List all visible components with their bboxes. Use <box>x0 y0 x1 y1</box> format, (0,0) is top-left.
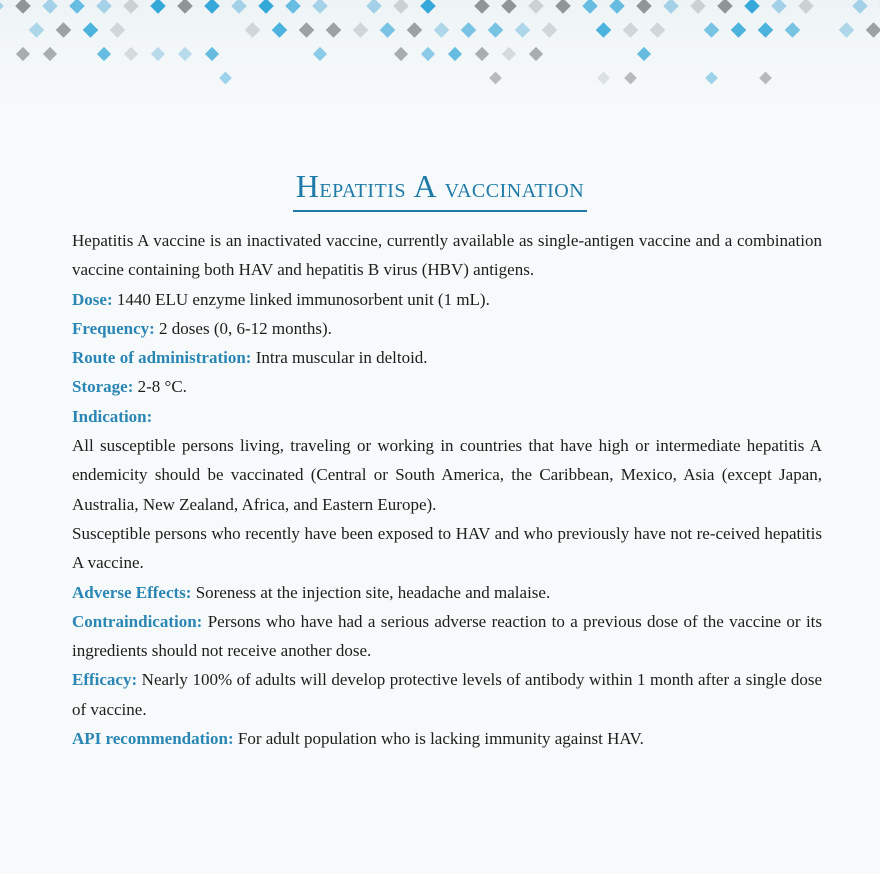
diamond-shape <box>758 22 774 38</box>
diamond-shape <box>489 72 502 85</box>
api-recommendation-text: For adult population who is lacking immunity against HAV. <box>237 729 644 749</box>
diamond-shape <box>0 0 4 14</box>
diamond-shape <box>97 47 111 61</box>
frequency-text: 2 doses (0, 6-12 months). <box>159 318 332 338</box>
route-text: Intra muscular in deltoid. <box>255 348 428 368</box>
diamond-shape <box>231 0 247 14</box>
diamond-shape <box>866 22 880 38</box>
diamond-shape <box>717 0 733 14</box>
diamond-shape <box>609 0 625 14</box>
diamond-shape <box>312 0 328 14</box>
diamond-shape <box>177 0 193 14</box>
contraindication-line <box>72 607 822 666</box>
title-initial-2: A <box>413 168 438 204</box>
adverse-line <box>72 578 822 607</box>
diamond-shape <box>393 0 409 14</box>
diamond-shape <box>731 22 747 38</box>
diamond-shape <box>204 0 220 14</box>
diamond-shape <box>434 22 450 38</box>
diamond-shape <box>448 47 462 61</box>
diamond-shape <box>43 47 57 61</box>
storage-line <box>72 372 822 401</box>
efficacy-line <box>72 665 822 724</box>
diamond-shape <box>96 0 112 14</box>
diamond-shape <box>272 22 288 38</box>
indication-paragraph-2: Susceptible persons who recently have been exposed to HAV and who previously have not re-ceived hepatitis A vaccine. <box>72 523 822 573</box>
diamond-shape <box>636 0 652 14</box>
diamond-shape <box>42 0 58 14</box>
diamond-shape <box>83 22 99 38</box>
diamond-shape <box>313 47 327 61</box>
diamond-shape <box>663 0 679 14</box>
diamond-shape <box>178 47 192 61</box>
diamond-shape <box>258 0 274 14</box>
diamond-shape <box>502 47 516 61</box>
diamond-shape <box>326 22 342 38</box>
adverse-label: Adverse Effects: <box>72 582 192 602</box>
diamond-shape <box>705 72 718 85</box>
route-label: Route of administration: <box>72 348 252 368</box>
efficacy-text: Nearly 100% of adults will develop protective levels of antibody within 1 month after a single dose of vaccine. <box>72 670 823 719</box>
diamond-pattern <box>0 0 880 110</box>
diamond-shape <box>528 0 544 14</box>
diamond-shape <box>488 22 504 38</box>
diamond-shape <box>650 22 666 38</box>
storage-label: Storage: <box>72 377 134 397</box>
contraindication-text: Persons who have had a serious adverse reaction to a previous dose of the vaccine or its ingredients should not receive another dose. <box>72 611 823 661</box>
diamond-shape <box>501 0 517 14</box>
diamond-shape <box>637 47 651 61</box>
page-title <box>293 168 587 212</box>
diamond-shape <box>16 47 30 61</box>
indication-label: Indication: <box>72 406 153 426</box>
diamond-shape <box>56 22 72 38</box>
diamond-shape <box>690 0 706 14</box>
diamond-shape <box>624 72 637 85</box>
indication-heading <box>72 402 822 431</box>
diamond-shape <box>596 22 612 38</box>
diamond-shape <box>542 22 558 38</box>
efficacy-label: Efficacy: <box>72 670 138 690</box>
diamond-shape <box>515 22 531 38</box>
diamond-shape <box>123 0 139 14</box>
api-recommendation-line <box>72 724 822 753</box>
diamond-shape <box>798 0 814 14</box>
diamond-shape <box>407 22 423 38</box>
diamond-shape <box>420 0 436 14</box>
diamond-shape <box>529 47 543 61</box>
diamond-shape <box>852 0 868 14</box>
storage-text: 2-8 °C. <box>137 377 187 397</box>
frequency-line <box>72 314 822 343</box>
diamond-shape <box>785 22 801 38</box>
diamond-shape <box>704 22 720 38</box>
diamond-shape <box>353 22 369 38</box>
contraindication-label: Contraindication: <box>72 611 203 631</box>
diamond-shape <box>555 0 571 14</box>
document-body <box>72 226 822 753</box>
diamond-shape <box>245 22 261 38</box>
title-word-1-rest: epatitis <box>319 173 406 204</box>
api-recommendation-label: API recommendation: <box>72 729 234 749</box>
title-initial-1: H <box>295 168 320 204</box>
diamond-shape <box>110 22 126 38</box>
diamond-shape <box>219 72 232 85</box>
diamond-shape <box>15 0 31 14</box>
title-word-3: vaccination <box>444 173 585 204</box>
diamond-shape <box>839 22 855 38</box>
diamond-shape <box>124 47 138 61</box>
diamond-shape <box>759 72 772 85</box>
diamond-shape <box>744 0 760 14</box>
diamond-shape <box>582 0 598 14</box>
adverse-text: Soreness at the injection site, headache and malaise. <box>195 582 551 602</box>
diamond-shape <box>150 0 166 14</box>
diamond-shape <box>394 47 408 61</box>
diamond-shape <box>285 0 301 14</box>
diamond-shape <box>597 72 610 85</box>
indication-paragraph-1: All susceptible persons living, traveling or working in countries that have high or intermediate hepatitis A endemicity should be vaccinated (Central or South America, the Caribbean, Mexico, Asia (except Japan, Australia, New Zealand, Africa, and Eastern Europe). <box>72 436 822 514</box>
dose-label: Dose: <box>72 289 113 309</box>
diamond-shape <box>299 22 315 38</box>
title-container <box>0 168 880 212</box>
diamond-shape <box>474 0 490 14</box>
dose-line <box>72 285 822 314</box>
frequency-label: Frequency: <box>72 318 155 338</box>
diamond-shape <box>151 47 165 61</box>
diamond-shape <box>461 22 477 38</box>
decorative-diamond-banner <box>0 0 880 110</box>
diamond-shape <box>475 47 489 61</box>
diamond-shape <box>29 22 45 38</box>
dose-text: 1440 ELU enzyme linked immunosorbent unit (1 mL). <box>116 289 490 309</box>
diamond-shape <box>421 47 435 61</box>
diamond-shape <box>366 0 382 14</box>
diamond-shape <box>69 0 85 14</box>
route-line <box>72 343 822 372</box>
intro-paragraph: Hepatitis A vaccine is an inactivated vaccine, currently available as single-antigen vaccine and a combination vaccine containing both HAV and hepatitis B virus (HBV) antigens. <box>72 231 822 280</box>
diamond-shape <box>380 22 396 38</box>
diamond-shape <box>205 47 219 61</box>
diamond-shape <box>623 22 639 38</box>
diamond-shape <box>771 0 787 14</box>
